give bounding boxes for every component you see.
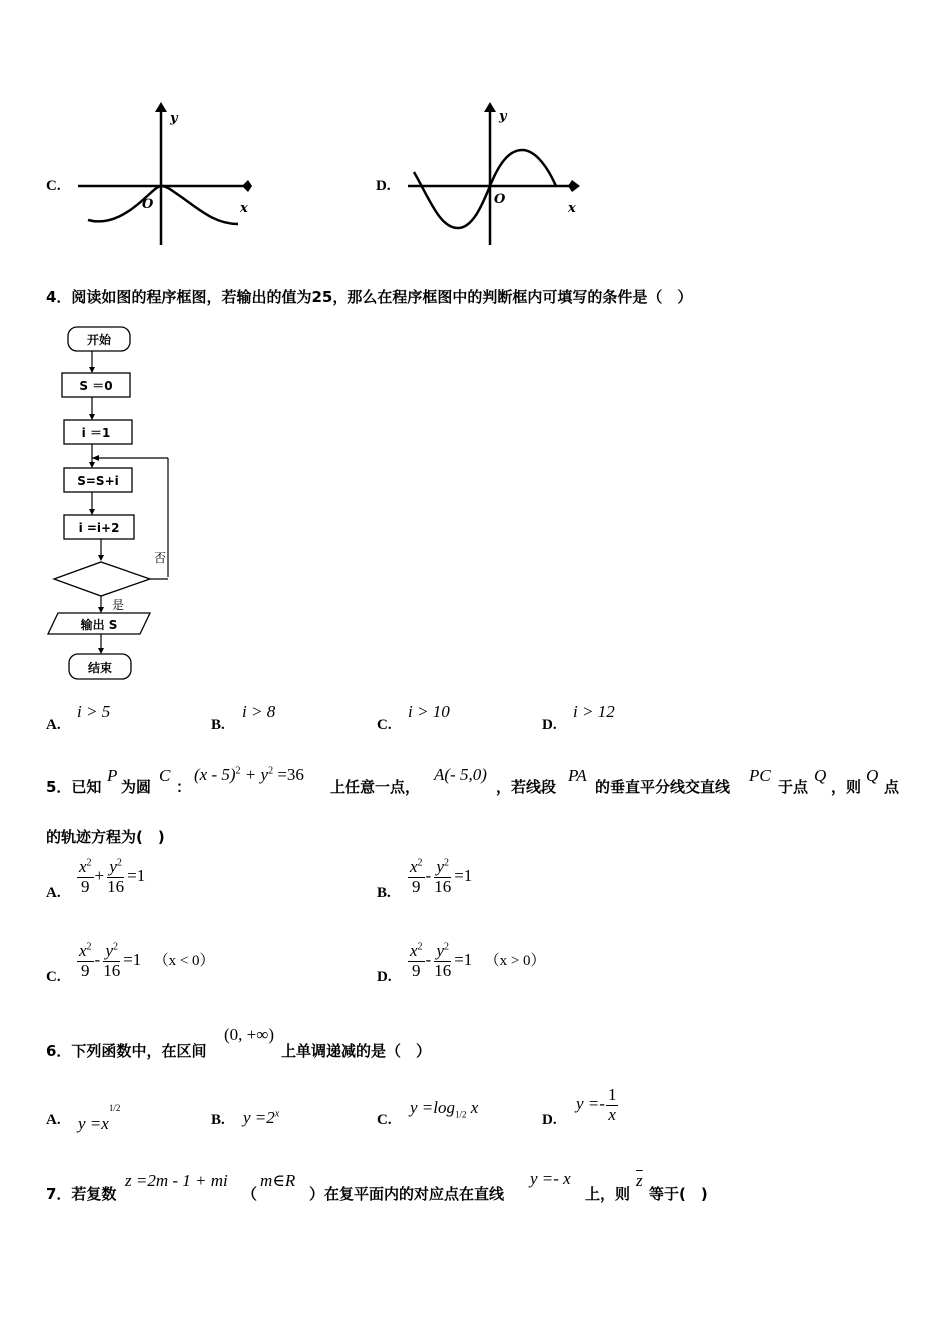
flow-s0-text: S ＝0 xyxy=(79,379,113,393)
q4-option-b-label[interactable]: B. xyxy=(211,717,225,733)
q7-zbar: $\overline{z}$ xyxy=(636,1171,643,1190)
flow-decision-node xyxy=(54,562,150,596)
q4-option-d-expr: i > 12 xyxy=(573,702,615,721)
q5-text-6: 于点 xyxy=(778,778,809,796)
q4-stem: 4．阅读如图的程序框图，若输出的值为25，那么在程序框图中的判断框内可填写的条件是（ ） xyxy=(46,288,693,306)
graph-d-origin: O xyxy=(494,192,506,207)
q7-text-2: （ xyxy=(242,1185,258,1203)
q7-text-3: ）在复平面内的对应点在直线 xyxy=(309,1185,505,1203)
q4-option-a-expr: i > 5 xyxy=(77,702,111,721)
q7-text-1: 7．若复数 xyxy=(46,1185,117,1203)
q5-var-q: Q xyxy=(814,766,827,785)
q7-z-expr: z =2m - 1 + mi xyxy=(125,1171,228,1190)
graph-c-origin: O xyxy=(142,197,154,212)
q4-option-c-label[interactable]: C. xyxy=(377,717,392,733)
q7-text-4: 上，则 xyxy=(585,1185,631,1203)
graph-d-label: D. xyxy=(376,178,391,194)
q5-text-5: 的垂直平分线交直线 xyxy=(595,778,731,796)
graph-d xyxy=(400,100,590,250)
q5-text-7: ，则 xyxy=(831,778,862,796)
q6-text-1: 6．下列函数中，在区间 xyxy=(46,1042,207,1060)
q5-option-a-label[interactable]: A. xyxy=(46,885,61,901)
graph-d-y-label: y xyxy=(499,109,507,124)
graph-d-y-arrow xyxy=(484,102,496,112)
q4-option-c-expr: i > 10 xyxy=(408,702,450,721)
flow-i1-text: i ＝1 xyxy=(81,426,111,440)
flow-yes-label: 是 xyxy=(112,598,125,612)
graph-d-x-arrow xyxy=(568,180,580,192)
q6-option-b-expr: $y =2^x$ xyxy=(243,1108,280,1127)
q5-var-p: P xyxy=(107,766,118,785)
q6-option-a-label[interactable]: A. xyxy=(46,1112,61,1128)
graph-d-x-label: x xyxy=(568,201,576,216)
q6-option-d-label[interactable]: D. xyxy=(542,1112,557,1128)
q5-option-b-expr: $\frac{x^2}{9}$ - $\frac{y^2}{16}$ =1 xyxy=(410,857,473,896)
q5-text-3: 上任意一点， xyxy=(330,778,421,796)
q5-text-line2: 的轨迹方程为( ) xyxy=(46,828,165,846)
q6-text-2: 上单调递减的是（ ） xyxy=(281,1042,432,1060)
flow-output-text: 输出 S xyxy=(80,618,118,632)
q5-option-c-label[interactable]: C. xyxy=(46,969,61,985)
q5-option-c-expr: $\frac{x^2}{9}$ - $\frac{y^2}{16}$ =1 （x < 0） xyxy=(79,941,215,980)
graph-d-curve xyxy=(414,150,556,228)
q4-option-d-label[interactable]: D. xyxy=(542,717,557,733)
flow-no-label: 否 xyxy=(154,551,167,565)
q5-option-b-label[interactable]: B. xyxy=(377,885,391,901)
q4-option-a-label[interactable]: A. xyxy=(46,717,61,733)
q5-colon: ： xyxy=(176,778,192,796)
q6-interval: (0, +∞) xyxy=(224,1025,275,1044)
q5-var-q2: Q xyxy=(866,766,879,785)
q6-option-d-expr: y =- $\frac{1}{x}$ xyxy=(576,1085,617,1124)
graph-c-label: C. xyxy=(46,178,61,194)
q6-option-b-label[interactable]: B. xyxy=(211,1112,225,1128)
q5-circle-eq: $(x - 5)^2 + y^2 =36$ xyxy=(194,765,304,784)
q5-option-d-label[interactable]: D. xyxy=(377,969,392,985)
flow-start-text: 开始 xyxy=(86,333,112,347)
q5-text-2: 为圆 xyxy=(121,778,152,796)
graph-c xyxy=(70,100,260,250)
q5-option-a-expr: $\frac{x^2}{9}$ + $\frac{y^2}{16}$ =1 xyxy=(79,857,146,896)
q6-option-c-label[interactable]: C. xyxy=(377,1112,392,1128)
q5-text-1: 5．已知 xyxy=(46,778,102,796)
graph-c-curve xyxy=(88,186,238,224)
q4-flowchart xyxy=(44,322,194,687)
flow-end-text: 结束 xyxy=(87,661,113,675)
q6-option-c-expr: $y =\log_{1/2}$ x xyxy=(410,1098,479,1120)
graph-c-x-label: x xyxy=(240,201,248,216)
q5-option-d-expr: $\frac{x^2}{9}$ - $\frac{y^2}{16}$ =1 （x > 0） xyxy=(410,941,546,980)
q5-var-c: C xyxy=(159,766,171,785)
flow-ii-text: i =i+2 xyxy=(78,521,120,535)
q5-point-a: A(- 5,0) xyxy=(434,765,487,784)
q7-text-5: 等于( ) xyxy=(649,1185,708,1203)
graph-c-x-arrow xyxy=(242,180,252,192)
q5-text-4: ，若线段 xyxy=(496,778,557,796)
flow-ss-text: S=S+i xyxy=(77,474,119,488)
q5-var-pa: PA xyxy=(568,766,587,785)
q4-option-b-expr: i > 8 xyxy=(242,702,276,721)
q5-text-8: 点 xyxy=(884,778,900,796)
graph-c-y-label: y xyxy=(170,111,178,126)
q5-var-pc: PC xyxy=(749,766,771,785)
q7-condition: m∈R xyxy=(260,1171,296,1190)
graph-c-y-arrow xyxy=(155,102,167,112)
q6-option-a-expr: $y =x^{1/2}$ xyxy=(78,1103,121,1133)
q7-line: y =- x xyxy=(530,1169,571,1188)
